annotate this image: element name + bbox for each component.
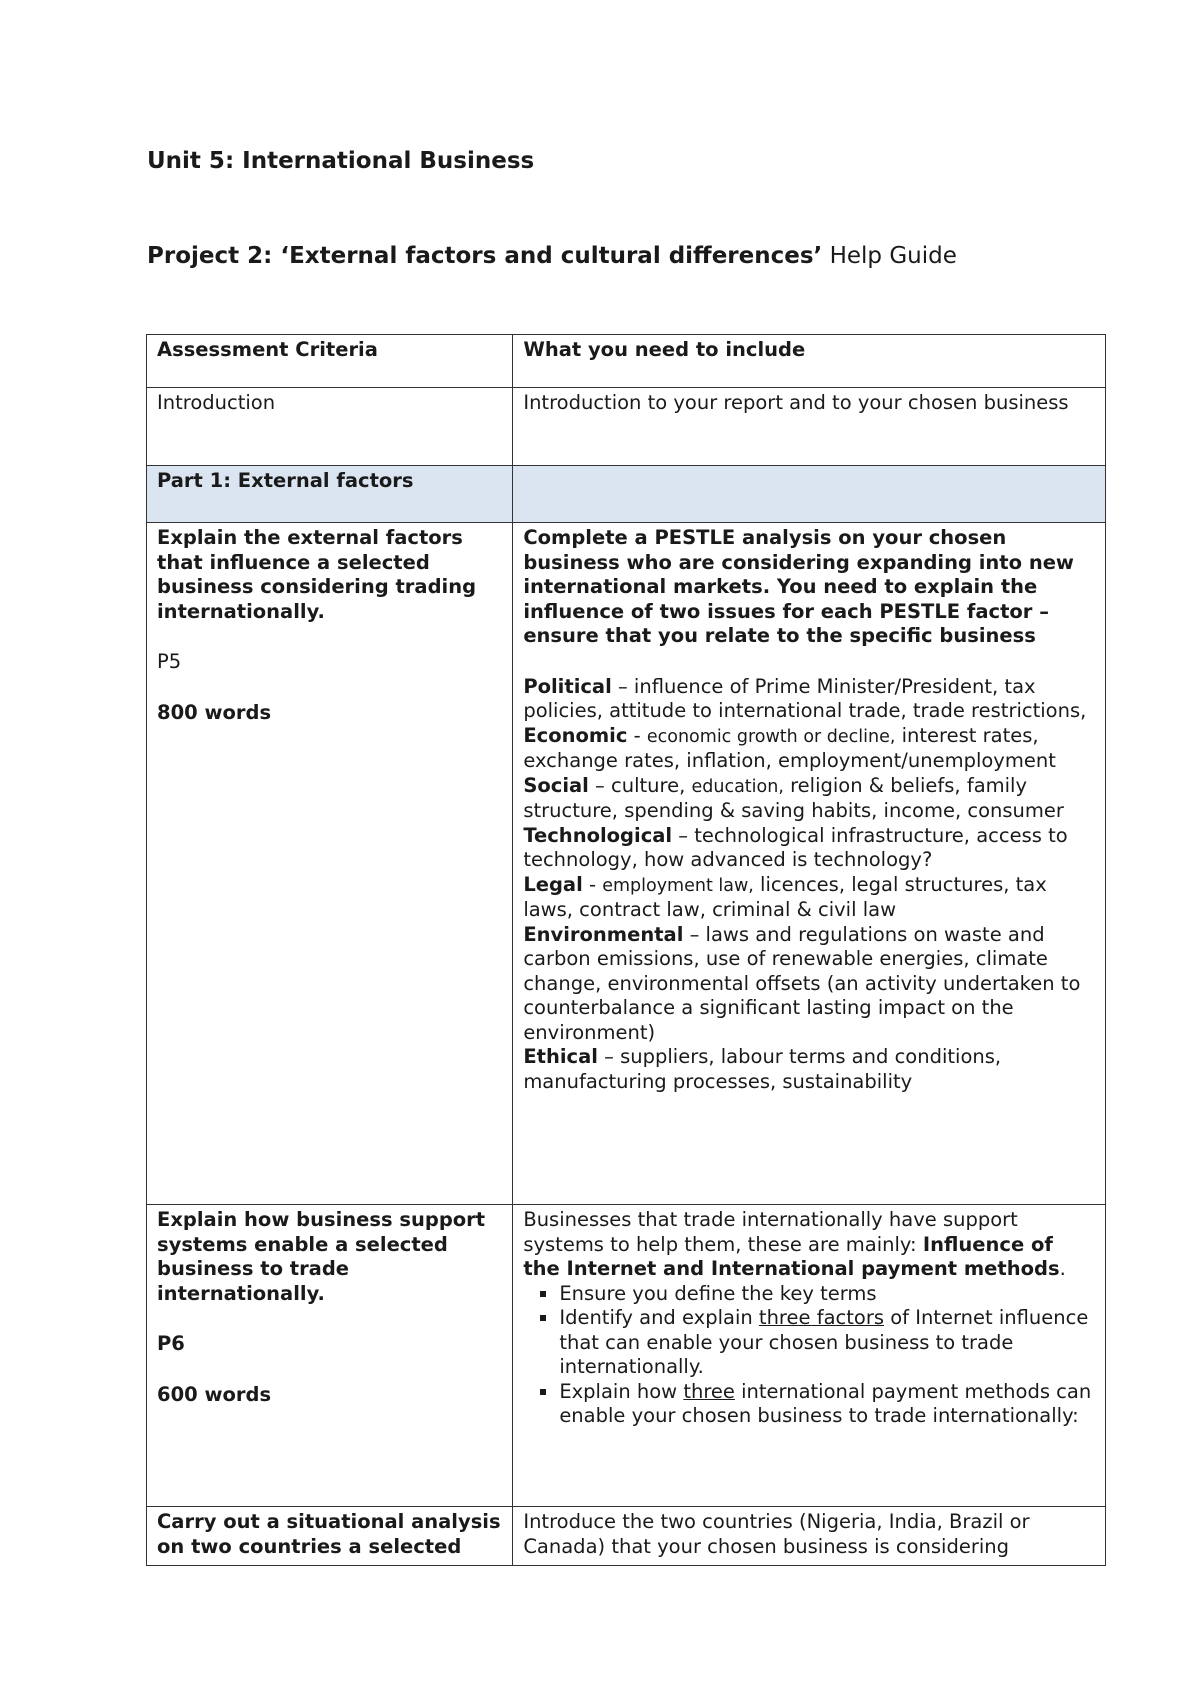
part1-empty-cell xyxy=(513,466,1106,523)
situational-criteria: Carry out a situational analysis on two countries a selected xyxy=(147,1507,513,1566)
pestle-grade: P5 xyxy=(157,650,182,673)
factor-economic: Economic - economic growth or decline, interest rates, exchange rates, inflation, employment/unemployment xyxy=(523,723,1056,772)
pestle-description-cell xyxy=(513,523,1106,1205)
table-row-part1-heading xyxy=(147,466,1106,523)
support-intro: Businesses that trade internationally have support systems to help them, these are mainly: Influence of the Internet and International payment methods. xyxy=(523,1208,1066,1280)
support-criteria: Explain how business support systems enable a selected business to trade internationally. xyxy=(157,1208,486,1305)
project-title xyxy=(147,243,957,269)
table-header-row xyxy=(147,335,1106,388)
project-label: Project 2: xyxy=(147,243,281,269)
factor-legal: Legal - employment law, licences, legal structures, tax laws, contract law, criminal & civil law xyxy=(523,872,1047,921)
table-row-support-systems xyxy=(147,1205,1106,1507)
list-item: ▪ Identify and explain three factors of Internet influence that can enable your chosen business to trade internationally. xyxy=(559,1306,1095,1380)
support-word-count: 600 words xyxy=(157,1382,272,1406)
situational-description: Introduce the two countries (Nigeria, India, Brazil or Canada) that your chosen business is considering xyxy=(513,1507,1106,1566)
pestle-criteria: Explain the external factors that influence a selected business considering trading internationally. xyxy=(157,526,477,623)
table-row-pestle xyxy=(147,523,1106,1205)
list-item: ▪ Ensure you define the key terms xyxy=(559,1282,1095,1307)
table-row-situational-analysis xyxy=(147,1507,1106,1566)
header-assessment-criteria: Assessment Criteria xyxy=(147,335,513,388)
list-item: ▪ Explain how three international payment methods can enable your chosen business to trade internationally: xyxy=(559,1380,1095,1429)
project-quoted-title: ‘External factors and cultural differences’ xyxy=(280,243,823,269)
intro-description: Introduction to your report and to your chosen business xyxy=(513,388,1106,466)
pestle-criteria-cell xyxy=(147,523,513,1205)
support-criteria-cell xyxy=(147,1205,513,1507)
assessment-table xyxy=(146,334,1106,1566)
factor-political: Political – influence of Prime Minister/President, tax policies, attitude to international trade, trade restrictions, xyxy=(523,674,1087,722)
factor-environmental: Environmental – laws and regulations on waste and carbon emissions, use of renewable energies, climate change, environmental offsets (an activity undertaken to counterbalance a significant lasting impact on the environment) xyxy=(523,922,1081,1044)
part1-heading: Part 1: External factors xyxy=(147,466,513,523)
support-grade: P6 xyxy=(157,1332,185,1355)
factor-ethical: Ethical – suppliers, labour terms and conditions, manufacturing processes, sustainability xyxy=(523,1045,1002,1093)
pestle-word-count: 800 words xyxy=(157,700,272,724)
support-bullet-list xyxy=(523,1282,1095,1429)
table-row-introduction xyxy=(147,388,1106,466)
project-suffix: Help Guide xyxy=(822,243,957,269)
header-what-to-include: What you need to include xyxy=(513,335,1106,388)
pestle-intro: Complete a PESTLE analysis on your chosen business who are considering expanding into new international markets. You need to explain the influence of two issues for each PESTLE factor – ensure that you relate to the specific business xyxy=(523,526,1074,647)
factor-technological: Technological – technological infrastructure, access to technology, how advanced is technology? xyxy=(523,823,1068,871)
support-description-cell xyxy=(513,1205,1106,1507)
unit-title: Unit 5: International Business xyxy=(147,148,535,174)
intro-criteria: Introduction xyxy=(147,388,513,466)
factor-social: Social – culture, education, religion & beliefs, family structure, spending & saving habits, income, consumer xyxy=(523,773,1064,822)
